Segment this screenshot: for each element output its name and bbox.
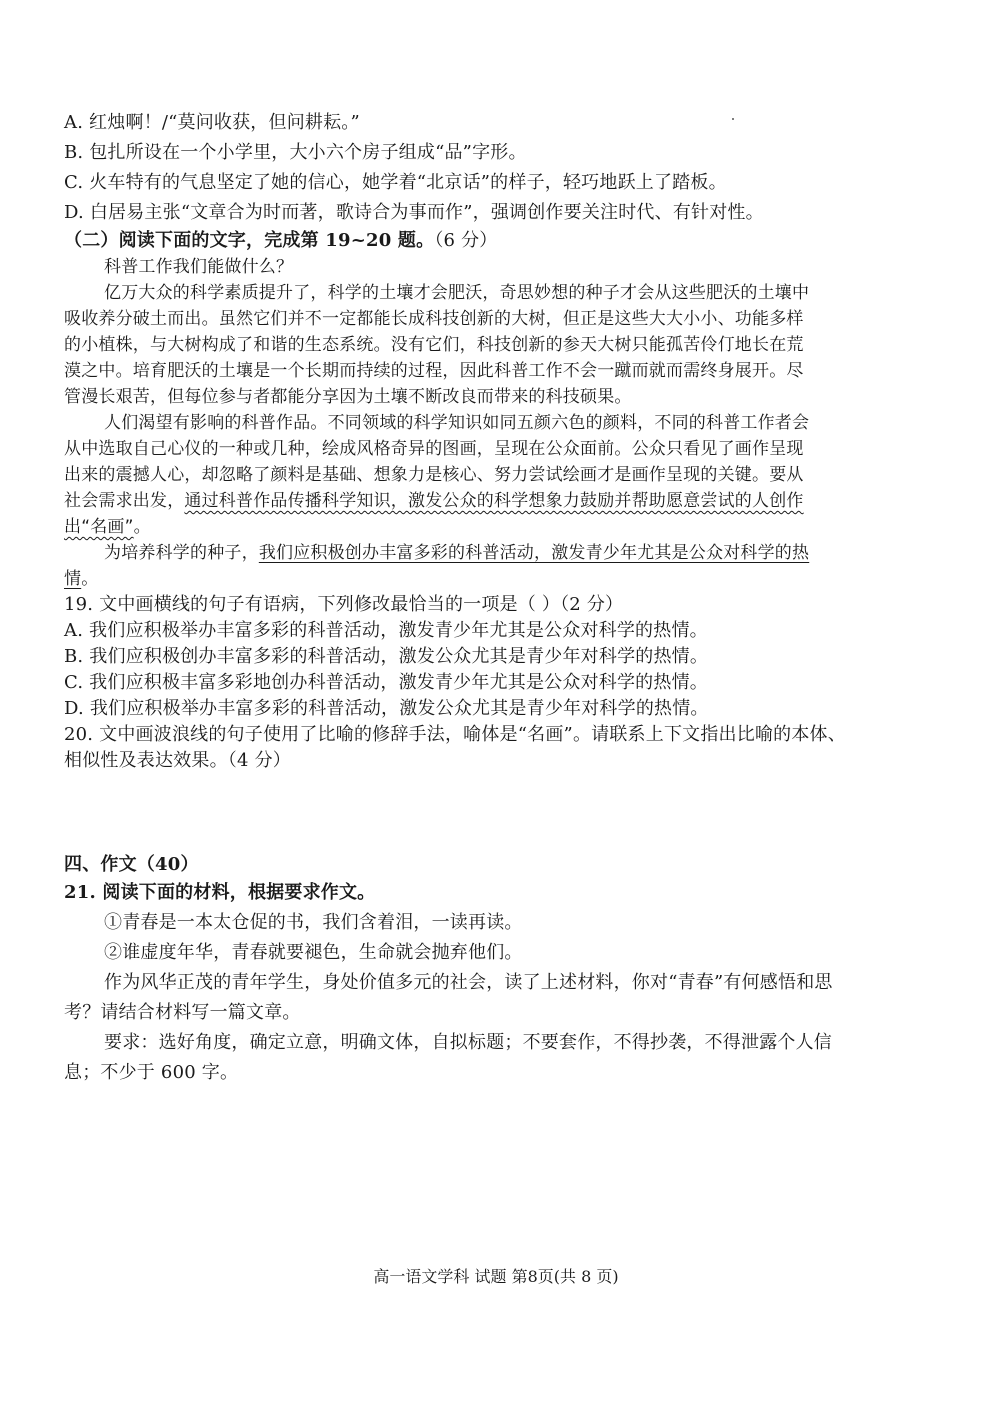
- wavy-underlined-sentence-part2: 出“名画”: [64, 517, 134, 537]
- option-a: A. 红烛啊！/“莫问收获，但问耕耘。”: [64, 112, 360, 133]
- section-heading: [64, 228, 498, 254]
- q19-option-b: B. 我们应积极创办丰富多彩的科普活动，激发公众尤其是青少年对科学的热情。: [64, 646, 709, 667]
- passage-p1-line3: 的小植株，与大树构成了和谐的生态系统。没有它们，科技创新的参天大树只能孤苦伶仃地长在荒: [64, 335, 804, 355]
- material-2: ②谁虚度年华，青春就要褪色，生命就会抛弃他们。: [104, 942, 523, 963]
- passage-p2-line3: 出来的震撼人心，却忽略了颜料是基础、想象力是核心、努力尝试绘画才是画作呈现的关键。要从: [64, 465, 804, 485]
- essay-requirements-line1: 要求：选好角度，确定立意，明确文体，自拟标题；不要套作，不得抄袭，不得泄露个人信: [104, 1032, 832, 1053]
- section-heading-text: （二）阅读下面的文字，完成第 19~20 题。: [64, 230, 435, 251]
- underlined-sentence-part2: 情: [64, 569, 82, 589]
- passage-p1-line5: 管漫长艰苦，但每位参与者都能分享因为土壤不断改良而带来的科技硕果。: [64, 387, 632, 407]
- section4-heading: 四、作文（40）: [64, 854, 199, 875]
- passage-p1-line1: 亿万大众的科学素质提升了，科学的土壤才会肥沃，奇思妙想的种子才会从这些肥沃的土壤中: [104, 283, 810, 303]
- q19-option-a: A. 我们应积极举办丰富多彩的科普活动，激发青少年尤其是公众对科学的热情。: [64, 620, 708, 641]
- wavy-underlined-sentence-part1: 通过科普作品传播科学知识，激发公众的科学想象力鼓励并帮助愿意尝试的人创作: [184, 491, 804, 511]
- essay-prompt-line2: 考？请结合材料写一篇文章。: [64, 1002, 301, 1023]
- p2-line4-plain: 社会需求出发，: [64, 491, 185, 511]
- scan-speck: [732, 118, 734, 120]
- q20-line2: 相似性及表达效果。（4 分）: [64, 750, 291, 771]
- essay-requirements-line2: 息；不少于 600 字。: [64, 1062, 239, 1083]
- passage-p1-line2: 吸收养分破土而出。虽然它们并不一定都能长成科技创新的大树，但正是这些大大小小、功能多样: [64, 309, 804, 329]
- passage-p3-line2: [64, 566, 98, 592]
- p3-line1-plain: 为培养科学的种子，: [104, 543, 259, 563]
- underlined-sentence-part1: 我们应积极创办丰富多彩的科普活动，激发青少年尤其是公众对科学的热: [258, 543, 810, 563]
- passage-p2-line1: 人们渴望有影响的科普作品。不同领域的科学知识如同五颜六色的颜料，不同的科普工作者会: [104, 413, 810, 433]
- q20-line1: 20. 文中画波浪线的句子使用了比喻的修辞手法，喻体是“名画”。请联系上下文指出比喻的本体、: [64, 724, 846, 745]
- passage-title: 科普工作我们能做什么？: [104, 257, 294, 277]
- option-b: B. 包扎所设在一个小学里，大小六个房子组成“品”字形。: [64, 142, 527, 163]
- option-c: C. 火车特有的气息坚定了她的信心，她学着“北京话”的样子，轻巧地跃上了踏板。: [64, 172, 727, 193]
- p3-line2-end: 。: [81, 569, 99, 589]
- essay-prompt-line1: 作为风华正茂的青年学生，身处价值多元的社会，读了上述材料，你对“青春”有何感悟和思: [104, 972, 833, 993]
- p2-line5-end: 。: [133, 517, 151, 537]
- section-points: （6 分）: [434, 230, 498, 251]
- option-d: D. 白居易主张“文章合为时而著，歌诗合为事而作”，强调创作要关注时代、有针对性。: [64, 202, 764, 223]
- q21-heading: 21. 阅读下面的材料，根据要求作文。: [64, 882, 376, 903]
- passage-p2-line2: 从中选取自己心仪的一种或几种，绘成风格奇异的图画，呈现在公众面前。公众只看见了画作呈现: [64, 439, 804, 459]
- passage-p2-line5: [64, 514, 151, 540]
- page-footer: 高一语文学科 试题 第8页(共 8 页): [373, 1267, 619, 1286]
- q19-stem: 19. 文中画横线的句子有语病，下列修改最恰当的一项是（ ）（2 分）: [64, 594, 624, 615]
- passage-p1-line4: 漠之中。培育肥沃的土壤是一个长期而持续的过程，因此科普工作不会一蹴而就而需终身展开。尽: [64, 361, 804, 381]
- material-1: ①青春是一本太仓促的书，我们含着泪，一读再读。: [104, 912, 523, 933]
- q19-option-c: C. 我们应积极丰富多彩地创办科普活动，激发青少年尤其是公众对科学的热情。: [64, 672, 708, 693]
- passage-p3-line1: [104, 540, 809, 566]
- passage-p2-line4: [64, 488, 804, 514]
- q19-option-d: D. 我们应积极举办丰富多彩的科普活动，激发公众尤其是青少年对科学的热情。: [64, 698, 709, 719]
